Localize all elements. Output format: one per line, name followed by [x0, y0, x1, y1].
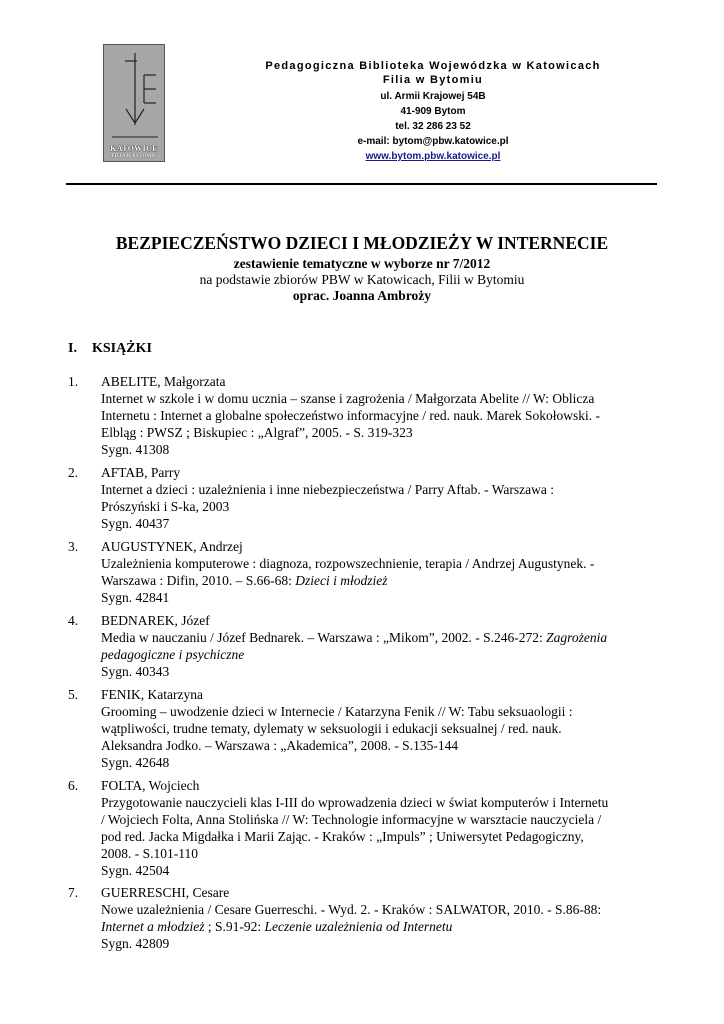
entry-author: FENIK, Katarzyna	[101, 687, 203, 702]
entry-number: 7.	[68, 885, 79, 900]
postcode: 41-909 Bytom	[400, 106, 466, 117]
entry-number: 1.	[68, 374, 79, 389]
entry-line: Elbląg : PWSZ ; Biskupiec : „Algraf”, 2005. - S. 319-323	[101, 425, 413, 440]
entry-chapter-title: Zagrożenia	[546, 630, 608, 645]
entry-line: Prószyński i S-ka, 2003	[101, 499, 230, 514]
source-line: na podstawie zbiorów PBW w Katowicach, Filii w Bytomiu	[199, 272, 525, 287]
document-subtitle: zestawienie tematyczne w wyborze nr 7/2012	[233, 256, 491, 271]
document-title: BEZPIECZEŃSTWO DZIECI I MŁODZIEŻY W INTERNECIE	[115, 233, 609, 253]
entry-signature: Sygn. 42504	[101, 863, 170, 878]
entry-chapter-title: Leczenie uzależnienia od Internetu	[264, 919, 453, 934]
entry-line	[101, 629, 661, 646]
entry-author: FOLTA, Wojciech	[101, 778, 200, 793]
entry-text: ; S.91-92:	[204, 919, 265, 934]
address: ul. Armii Krajowej 54B	[380, 91, 486, 102]
author-line: oprac. Joanna Ambroży	[292, 288, 432, 303]
entry-line: Internet a dzieci : uzależnienia i inne niebezpieczeństwa / Parry Aftab. - Warszawa :	[101, 482, 554, 497]
entry-signature: Sygn. 42841	[101, 590, 170, 605]
entry-number: 6.	[68, 778, 79, 793]
header-divider	[66, 183, 657, 185]
entry-number: 2.	[68, 465, 79, 480]
entry-line: Internetu : Internet a globalne społeczeństwo informacyjne / red. nauk. Marek Sokołowski. -	[101, 408, 600, 423]
entry-line: Uzależnienia komputerowe : diagnoza, rozpowszechnienie, terapia / Andrzej Augustynek. -	[101, 556, 595, 571]
entry-line	[101, 572, 661, 589]
library-name: Pedagogiczna Biblioteka Wojewódzka w Katowicach	[265, 60, 601, 72]
entry-line: Aleksandra Jodko. – Warszawa : „Akademica”, 2008. - S.135-144	[101, 738, 459, 753]
entry-text: Media w nauczaniu / Józef Bednarek. – Warszawa : „Mikom”, 2002. - S.246-272:	[101, 630, 547, 645]
entry-chapter-title: Internet a młodzież	[101, 919, 205, 934]
entry-chapter-title: pedagogiczne i psychiczne	[101, 647, 245, 662]
entry-author: GUERRESCHI, Cesare	[101, 885, 230, 900]
entry-line: Grooming – uwodzenie dzieci w Internecie / Katarzyna Fenik // W: Tabu seksuaologii :	[101, 704, 573, 719]
section-title: KSIĄŻKI	[92, 341, 152, 356]
library-logo	[103, 44, 165, 162]
entry-line: Internet w szkole i w domu ucznia – szanse i zagrożenia / Małgorzata Abelite // W: Oblicza	[101, 391, 595, 406]
entry-text: Warszawa : Difin, 2010. – S.66-68:	[101, 573, 296, 588]
section-number: I.	[68, 341, 77, 356]
entry-line: pod red. Jacka Migdałka i Marii Zając. - Kraków : „Impuls” ; Uniwersytet Pedagogiczny,	[101, 829, 584, 844]
entry-author: ABELITE, Małgorzata	[101, 374, 226, 389]
section-heading	[68, 341, 152, 357]
entry-number: 3.	[68, 539, 79, 554]
entry-author: AFTAB, Parry	[101, 465, 181, 480]
phone: tel. 32 286 23 52	[395, 121, 471, 132]
logo-subtext: FILIA W BYTOMIU	[111, 154, 157, 159]
entry-chapter-title: Dzieci i młodzież	[295, 573, 388, 588]
branch-name: Filia w Bytomiu	[382, 74, 484, 86]
entry-signature: Sygn. 40437	[101, 516, 170, 531]
entry-line	[101, 918, 661, 935]
entry-signature: Sygn. 40343	[101, 664, 170, 679]
email[interactable]: e-mail: bytom@pbw.katowice.pl	[357, 136, 509, 147]
entry-author: BEDNAREK, Józef	[101, 613, 210, 628]
entry-signature: Sygn. 42648	[101, 755, 170, 770]
entry-signature: Sygn. 42809	[101, 936, 170, 951]
entry-line: Nowe uzależnienia / Cesare Guerreschi. - Wyd. 2. - Kraków : SALWATOR, 2010. - S.86-88:	[101, 902, 602, 917]
entry-line: wątpliwości, trudne tematy, dylematy w seksuologii i edukacji seksualnej / red. nauk.	[101, 721, 562, 736]
logo-text: KATOWICE	[110, 144, 158, 153]
entry-line: 2008. - S.101-110	[101, 846, 198, 861]
entry-author: AUGUSTYNEK, Andrzej	[101, 539, 243, 554]
entry-line: / Wojciech Folta, Anna Stolińska // W: Technologie informacyjne w warsztacie nauczyciela /	[101, 812, 602, 827]
entry-signature: Sygn. 41308	[101, 442, 170, 457]
entry-line: Przygotowanie nauczycieli klas I-III do wprowadzenia dzieci w świat komputerów i Internetu	[101, 795, 609, 810]
entry-number: 5.	[68, 687, 79, 702]
entry-number: 4.	[68, 613, 79, 628]
website-link[interactable]: www.bytom.pbw.katowice.pl	[365, 151, 501, 162]
